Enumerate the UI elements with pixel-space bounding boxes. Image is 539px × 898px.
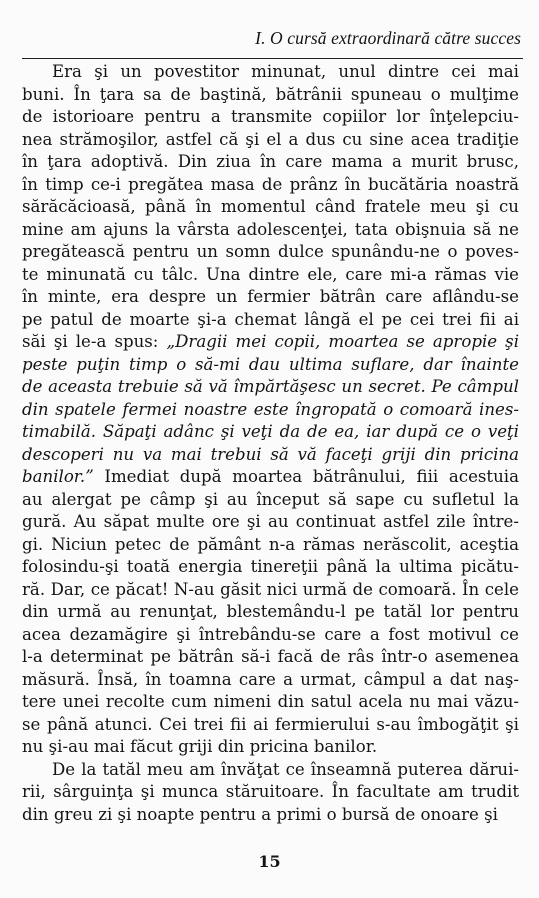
text-run: sărăcăcioasă, până în momentul când fratele meu şi cu [22,197,519,216]
text-run: se până atunci. Cei trei fii ai fermierului s-au îmbogăţit şi [22,714,519,734]
text-run: nu şi-au mai făcut griji din pricina banilor. [22,737,378,756]
italic-text: timabilă. Săpaţi adânc şi veţi da de ea, iar după ce o veţi [22,422,519,441]
text-line [22,736,519,759]
text-line [22,759,519,782]
text-line [22,669,519,692]
text-run: pe patul de moarte şi-a chemat lângă el pe cei trei fii ai [22,309,519,329]
text-run: de istorioare pentru a transmite copiilor lor înţelepciu- [22,107,519,126]
paragraph [22,61,519,759]
text-run: din urmă au renunţat, blestemându-l pe tatăl lor pentru [22,602,519,621]
italic-text: descoperi nu va mai trebui să vă faceţi griji din pricina [22,444,519,464]
text-run: rii, sârguinţa şi munca stăruitoare. În facultate am trudit [22,782,519,801]
text-run: nea strămoşilor, astfel că şi el a dus cu sine acea tradiţie [22,129,519,149]
text-run: ră. Dar, ce păcat! N-au găsit nici urmă de comoară. În cele [22,579,519,599]
text-line [22,489,519,512]
text-line [22,151,519,174]
text-line [22,376,519,399]
text-run: în ţara adoptivă. Din ziua în care mama a murit brusc, [22,152,519,171]
text-run: mine am ajuns la vârsta adolescenţei, tata obişnuia să ne [22,219,519,239]
text-line [22,534,519,557]
text-run: pregătească pentru un somn dulce spunându-ne o poves- [22,242,519,261]
header-rule [22,58,523,59]
text-line [22,691,519,714]
text-line [22,646,519,669]
text-run: gură. Au săpat multe ore şi au continuat astfel zile între- [22,512,519,531]
italic-text: din spatele fermei noastre este îngropată o comoară ines- [22,399,519,419]
text-line [22,601,519,624]
text-line [22,624,519,647]
text-line [22,331,519,354]
text-run: măsură. Însă, în toamna care a urmat, câmpul a dat naş- [22,669,519,689]
text-line [22,556,519,579]
page-body [22,61,519,826]
text-run: buni. În ţara sa de baştină, bătrânii spuneau o mulţime [22,84,519,104]
text-line [22,579,519,602]
text-line [22,399,519,422]
text-run: în minte, era despre un fermier bătrân care aflându-se [22,287,519,306]
text-line [22,286,519,309]
text-line [22,196,519,219]
text-run: au alergat pe câmp şi au început să sape cu sufletul la [22,489,519,509]
text-line [22,714,519,737]
text-line [22,309,519,332]
text-run: De la tatăl meu am învăţat ce înseamnă puterea dărui- [52,759,519,779]
text-line [22,61,519,84]
text-run: din greu zi şi noapte pentru a primi o bursă de onoare şi [22,804,498,824]
text-line [22,804,519,827]
page-number: 15 [258,852,281,871]
italic-text: „Dragii mei copii, moartea se apropie şi [166,332,519,351]
text-line [22,241,519,264]
text-line [22,421,519,444]
text-line [22,781,519,804]
text-line [22,174,519,197]
text-run: Era şi un povestitor minunat, unul dintre cei mai [52,62,519,81]
text-run: tere unei recolte cum nimeni din satul acela nu mai văzu- [22,692,519,711]
text-line [22,264,519,287]
text-line [22,466,519,489]
text-run: Imediat după moartea bătrânului, fiii acestuia [93,467,519,486]
text-run: folosindu-şi toată energia tinereţii până la ultima picătu- [22,557,519,576]
text-run: săi şi le-a spus: [22,332,167,351]
text-line [22,444,519,467]
text-line [22,511,519,534]
text-run: te minunată cu tâlc. Una dintre ele, care mi-a rămas vie [22,264,519,284]
text-run: acea dezamăgire şi întrebându-se care a fost motivul ce [22,624,519,644]
text-run: în timp ce-i pregătea masa de prânz în bucătăria noastră [22,174,519,194]
text-run: gi. Niciun petec de pământ n-a rămas nerăscolit, aceştia [22,534,519,554]
italic-text: peste puţin timp o să-mi dau ultima suflare, dar înainte [22,354,519,374]
text-run: l-a determinat pe bătrân să-i facă de râs într-o asemenea [22,647,519,666]
text-line [22,106,519,129]
text-line [22,219,519,242]
italic-text: de aceasta trebuie să vă împărtăşesc un secret. Pe câmpul [22,377,519,396]
text-line [22,129,519,152]
text-line [22,354,519,377]
italic-text: banilor.” [22,467,94,486]
text-line [22,84,519,107]
paragraph [22,759,519,827]
running-header: I. O cursă extraordinară către succes [255,28,521,48]
